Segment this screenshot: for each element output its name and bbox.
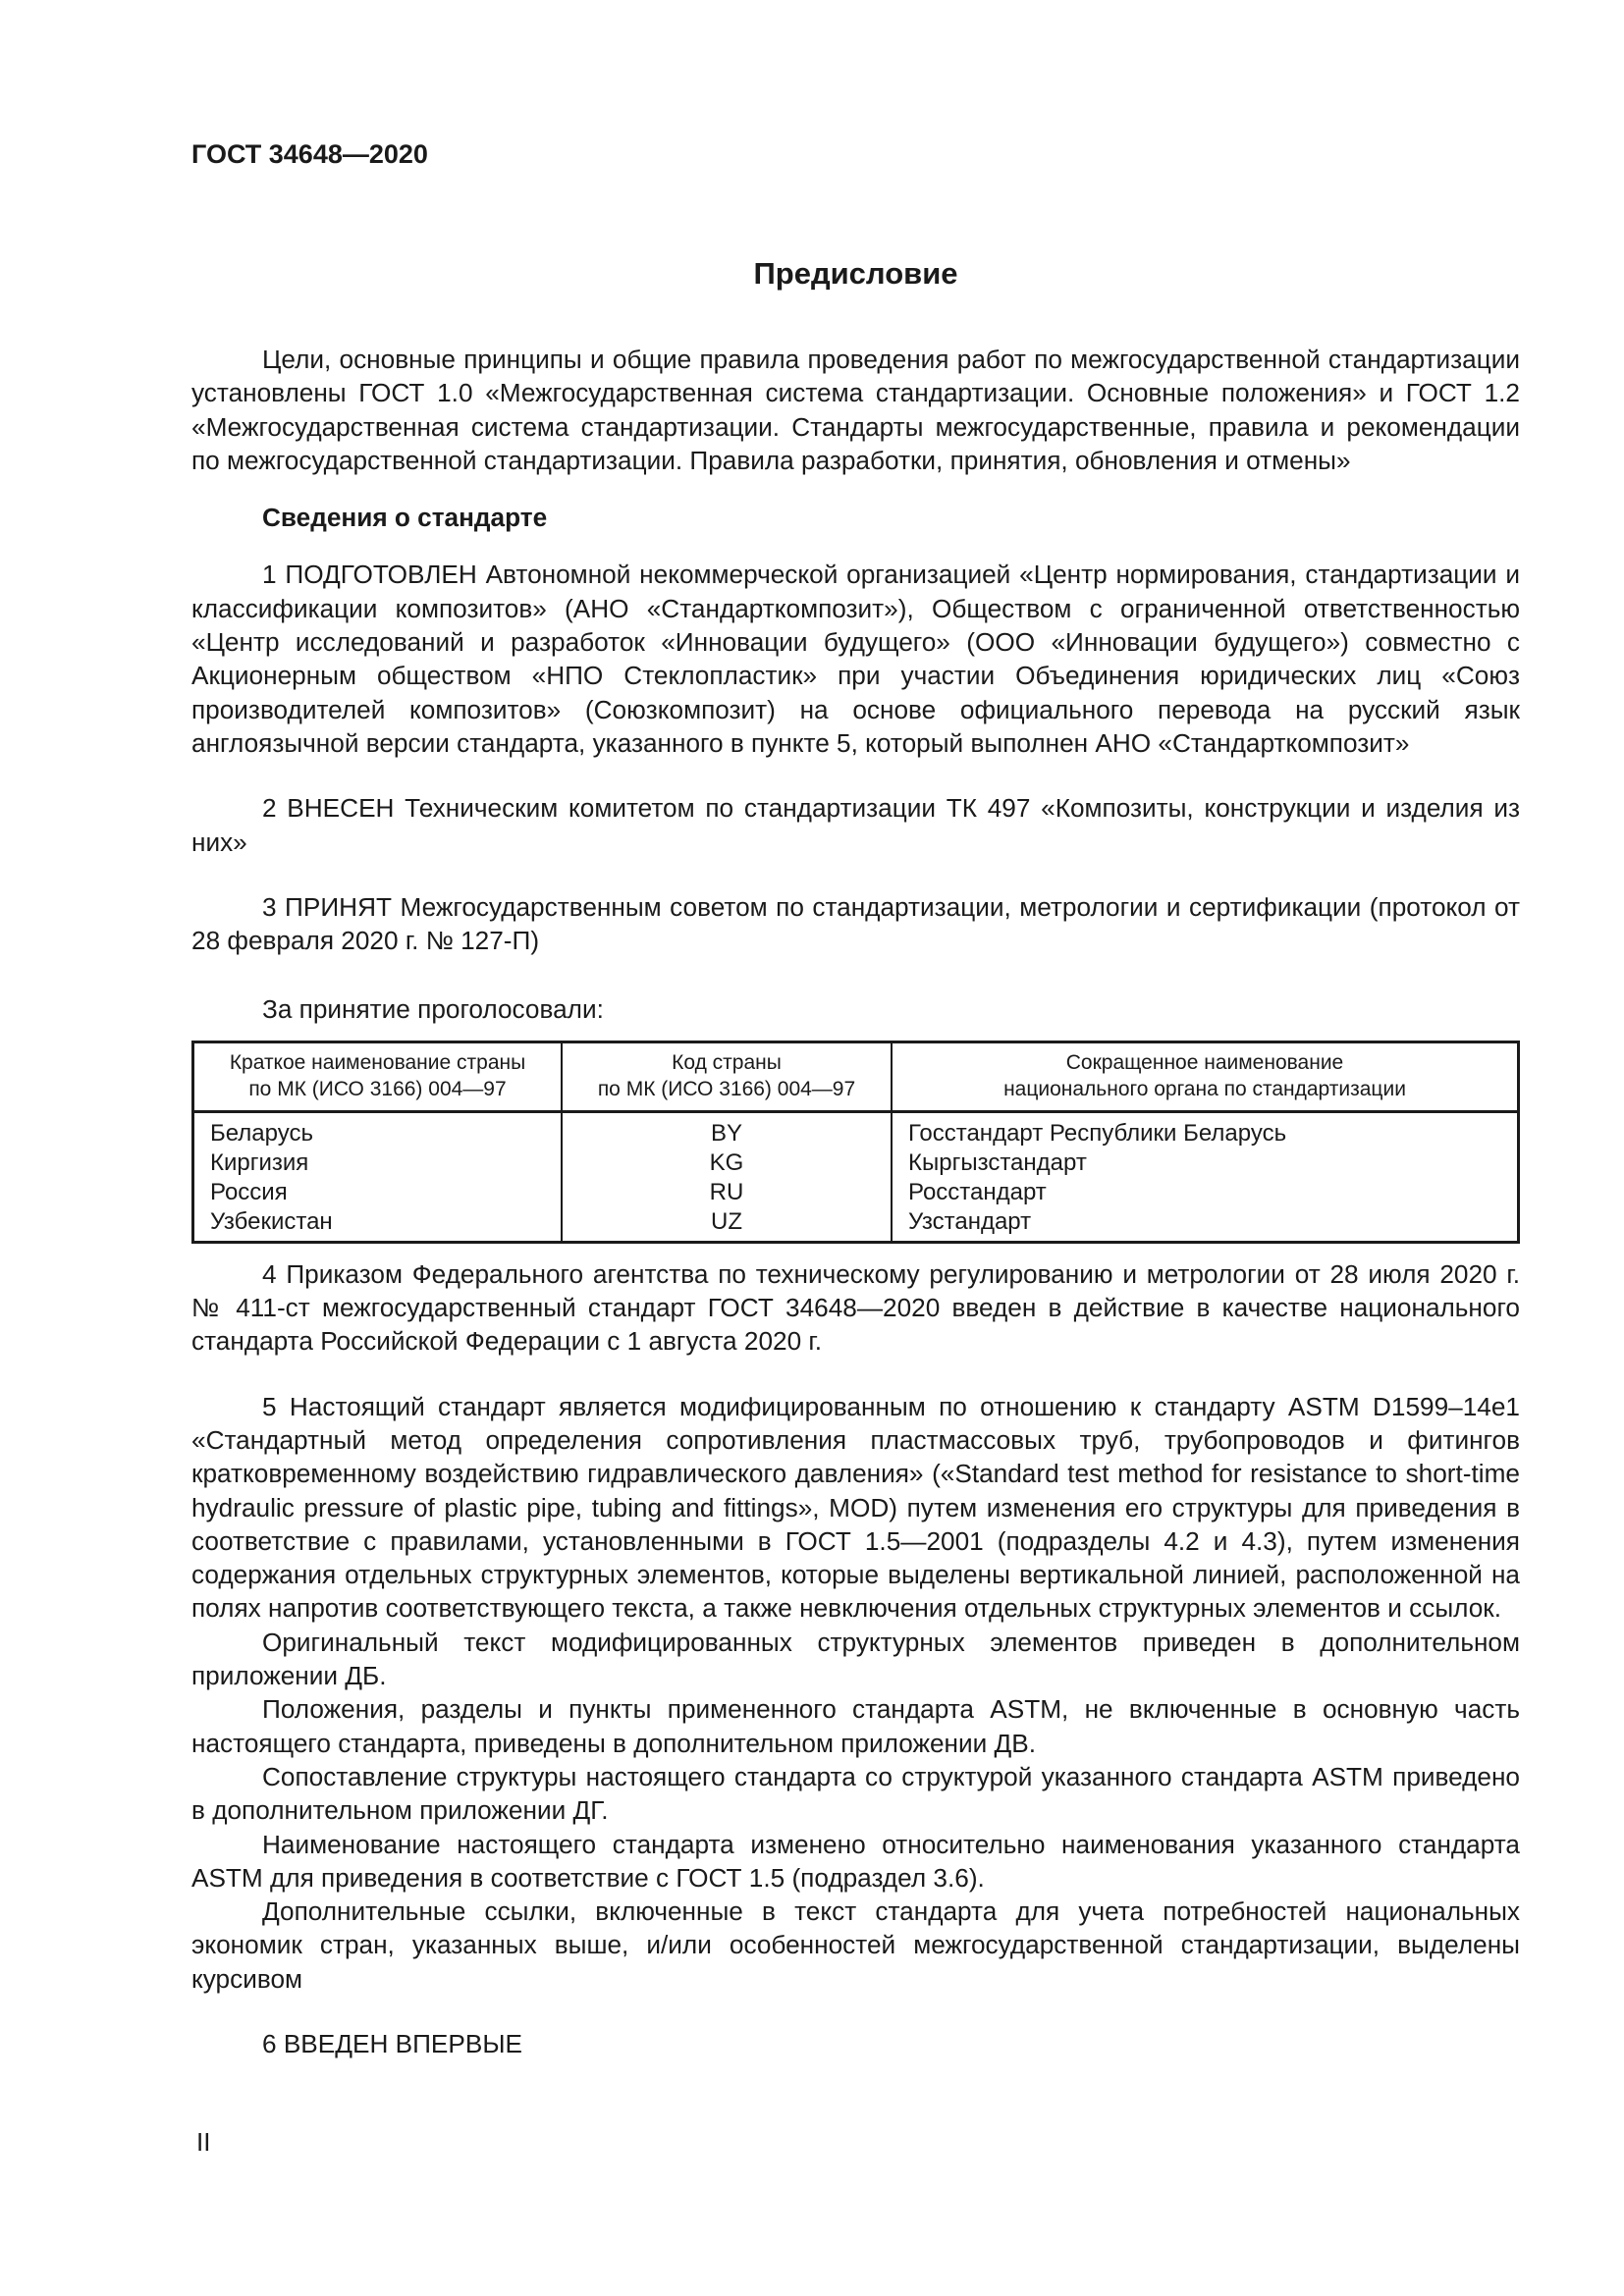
info-item-5-annex-db: Оригинальный текст модифицированных структурных элементов приведен в дополнительном приложении ДБ. [191,1627,1520,1691]
country-code-cell: UZ [562,1207,892,1243]
table-row [193,1178,1519,1207]
info-item-4: 4 Приказом Федерального агентства по техническому регулированию и метрологии от 28 июля 2020 г. № 411-ст межгосударственный стандарт ГОСТ 34648—2020 введен в действие в качестве национального стандарта Российской Федерации с 1 августа 2020 г. [191,1258,1520,1357]
table-row [193,1111,1519,1148]
country-name-cell: Россия [193,1178,563,1207]
foreword-intro-paragraph: Цели, основные принципы и общие правила проведения работ по межгосударственной стандартизации установлены ГОСТ 1.0 «Межгосударственная система стандартизации. Основные положения» и ГОСТ 1.2 «Межгосударственная система стандартизации. Стандарты межгосударственные, правила и рекомендации по межгосударственной стандартизации. Правила разработки, принятия, обновления и отмены» [191,345,1520,475]
info-item-5-annex-dg: Сопоставление структуры настоящего стандарта со структурой указанного стандарта ASTM приведено в дополнительном приложении ДГ. [191,1761,1520,1826]
standards-body-cell: Кыргызстандарт [908,1148,1087,1176]
country-code-cell: RU [562,1178,892,1207]
table-row [193,1207,1519,1243]
info-item-5-title-change: Наименование настоящего стандарта изменено относительно наименования указанного стандарта ASTM для приведения в соответствие с ГОСТ 1.5 (подраздел 3.6). [191,1829,1520,1893]
info-item-2: 2 ВНЕСЕН Техническим комитетом по стандартизации ТК 497 «Композиты, конструкции и изделия из них» [191,793,1520,857]
document-page [191,137,1520,2060]
standard-info-heading: Сведения о стандарте [262,503,548,533]
voted-caption: За принятие проголосовали: [262,994,604,1025]
header-country-name: Краткое наименование страны по МК (ИСО 3166) 004—97 [193,1041,563,1111]
info-item-3: 3 ПРИНЯТ Межгосударственным советом по стандартизации, метрологии и сертификации (протокол от 28 февраля 2020 г. № 127-П) [191,891,1520,956]
foreword-title: Предисловие [753,256,958,291]
table-row [193,1148,1519,1178]
standards-body-cell: Росстандарт [908,1178,1047,1205]
country-code-cell: KG [562,1148,892,1178]
info-item-6: 6 ВВЕДЕН ВПЕРВЫЕ [262,2028,522,2058]
header-standards-body: Сокращенное наименование национального органа по стандартизации [892,1041,1519,1111]
standards-body-cell: Госстандарт Республики Беларусь [908,1119,1287,1147]
info-item-1: 1 ПОДГОТОВЛЕН Автономной некоммерческой организацией «Центр нормирования, стандартизации и классификации композитов» (АНО «Стандарткомпозит»), Обществом с ограниченной ответственностью «Центр исследований и разработок «Инновации будущего» (ООО «Инновации будущего») совместно с Акционерным обществом «НПО Стеклопластик» при участии Объединения юридических лиц «Союз производителей композитов» (Союзкомпозит) на основе официального перевода на русский язык англоязычной версии стандарта, указанного в пункте 5, который выполнен АНО «Стандарткомпозит» [191,560,1520,758]
header-country-code: Код страны по МК (ИСО 3166) 004—97 [562,1041,892,1111]
info-item-5: 5 Настоящий стандарт является модифицированным по отношению к стандарту ASTM D1599–14e1 «Стандартный метод определения сопротивления пластмассовых труб, трубопроводов и фитингов кратковременному воздействию гидравлического давления» («Standard test method for resistance to short-time hydraulic pressure of plastic pipe, tubing and fittings», MOD) путем изменения его структуры для приведения в соответствие с правилами, установленными в ГОСТ 1.5—2001 (подразделы 4.2 и 4.3), путем изменения содержания отдельных структурных элементов, которые выделены вертикальной линией, расположенной на полях напротив соответствующего текста, а также невключения отдельных структурных элементов и ссылок. [191,1391,1520,1624]
info-item-5-annex-dv: Положения, разделы и пункты примененного стандарта ASTM, не включенные в основную часть настоящего стандарта, приведены в дополнительном приложении ДВ. [191,1694,1520,1758]
standards-body-cell: Узстандарт [908,1207,1032,1235]
voting-countries-table [191,1041,1520,1244]
info-item-5-italic-refs: Дополнительные ссылки, включенные в текст стандарта для учета потребностей национальных экономик стран, указанных выше, и/или особенностей межгосударственной стандартизации, выделены курсивом [191,1896,1520,1994]
table-header-row [193,1041,1519,1111]
page-number: II [196,2127,211,2157]
country-name-cell: Киргизия [193,1148,563,1178]
country-name-cell: Беларусь [193,1111,563,1148]
country-code-cell: BY [562,1111,892,1148]
country-name-cell: Узбекистан [193,1207,563,1243]
document-code: ГОСТ 34648—2020 [191,139,428,169]
